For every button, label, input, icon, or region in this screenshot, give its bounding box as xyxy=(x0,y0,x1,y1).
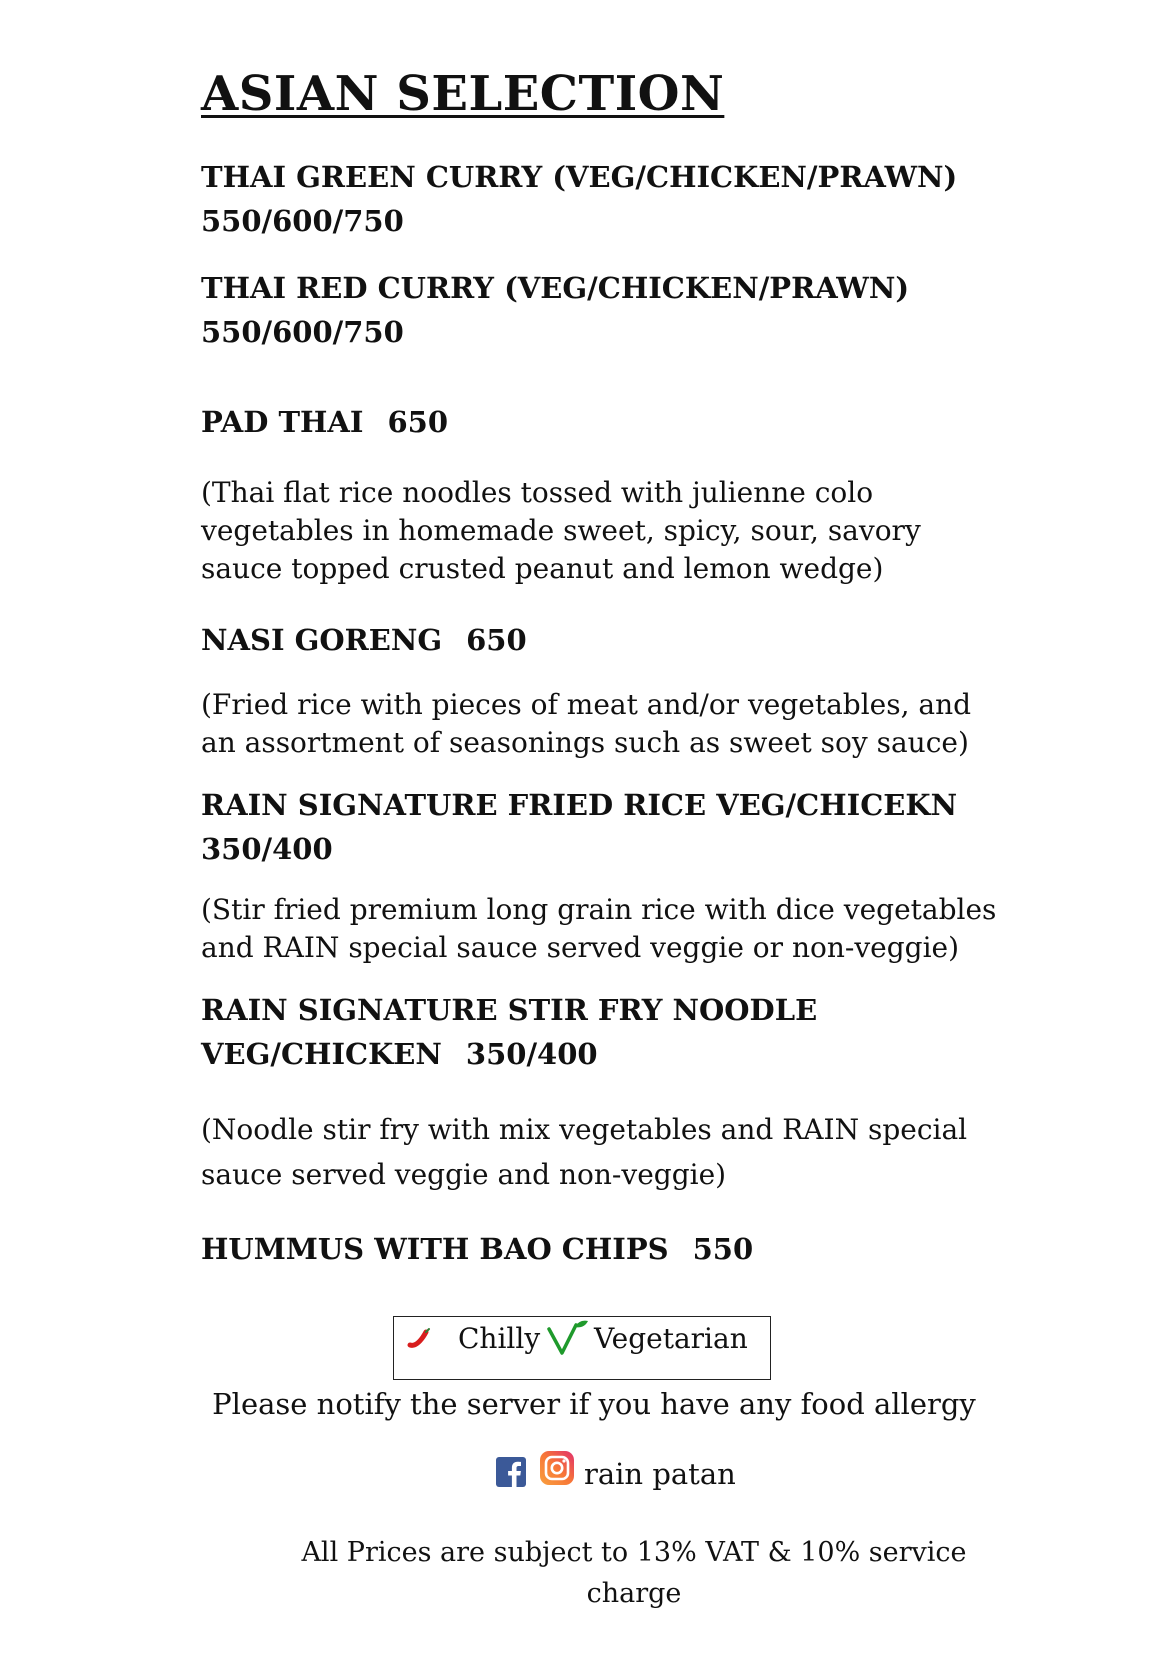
item-description: (Fried rice with pieces of meat and/or vegetables, and an assortment of seasonings such as sweet soy sauce) xyxy=(201,688,972,759)
item-name: PAD THAI xyxy=(201,405,364,439)
item-name: RAIN SIGNATURE STIR FRY NOODLE xyxy=(201,993,818,1027)
menu-item-rain-signature-fried-rice xyxy=(201,783,957,871)
item-name: RAIN SIGNATURE FRIED RICE VEG/CHICEKN xyxy=(201,788,958,822)
facebook-icon[interactable] xyxy=(496,1457,526,1491)
item-name: HUMMUS WITH BAO CHIPS xyxy=(201,1232,669,1266)
menu-item-nasi-goreng xyxy=(201,618,527,662)
item-price: 550 xyxy=(692,1232,754,1266)
item-price: 350/400 xyxy=(465,1037,598,1071)
menu-item-hummus-with-bao-chips xyxy=(201,1227,753,1271)
item-description: (Thai flat rice noodles tossed with julienne colo vegetables in homemade sweet, spicy, sour, savory sauce topped crusted peanut and lemon wedge) xyxy=(201,476,921,585)
vat-service-note: All Prices are subject to 13% VAT & 10% service charge xyxy=(301,1537,967,1609)
item-price: 550/600/750 xyxy=(201,315,404,349)
menu-item-pad-thai xyxy=(201,400,448,444)
item-name: THAI GREEN CURRY (VEG/CHICKEN/PRAWN) xyxy=(201,160,958,194)
legend-box xyxy=(393,1316,771,1380)
item-price: 650 xyxy=(387,405,449,439)
menu-item-rain-signature-stir-fry-noodle xyxy=(201,988,817,1076)
chilli-pepper-icon xyxy=(406,1327,432,1355)
menu-item-thai-red-curry xyxy=(201,266,909,354)
item-price: 650 xyxy=(466,623,527,657)
social-handle: rain patan xyxy=(584,1457,736,1491)
item-price: 350/400 xyxy=(201,832,333,866)
instagram-icon[interactable] xyxy=(539,1450,575,1490)
item-name: THAI RED CURRY (VEG/CHICKEN/PRAWN) xyxy=(201,271,910,305)
menu-item-thai-green-curry xyxy=(201,155,957,243)
item-description: (Noodle stir fry with mix vegetables and RAIN special sauce served veggie and non-veggie) xyxy=(201,1113,968,1191)
allergy-note: Please notify the server if you have any food allergy xyxy=(212,1387,976,1421)
item-name-cont: VEG/CHICKEN xyxy=(201,1037,442,1071)
item-name: NASI GORENG xyxy=(201,623,443,657)
vegetarian-v-leaf-icon xyxy=(546,1319,590,1363)
item-price: 550/600/750 xyxy=(201,204,404,238)
page-title: ASIAN SELECTION xyxy=(201,66,725,122)
legend-chilly-label: Chilly xyxy=(458,1322,541,1355)
legend-vegetarian-label: Vegetarian xyxy=(594,1322,748,1355)
item-description: (Stir fried premium long grain rice with dice vegetables and RAIN special sauce served veggie or non-veggie) xyxy=(201,893,997,964)
